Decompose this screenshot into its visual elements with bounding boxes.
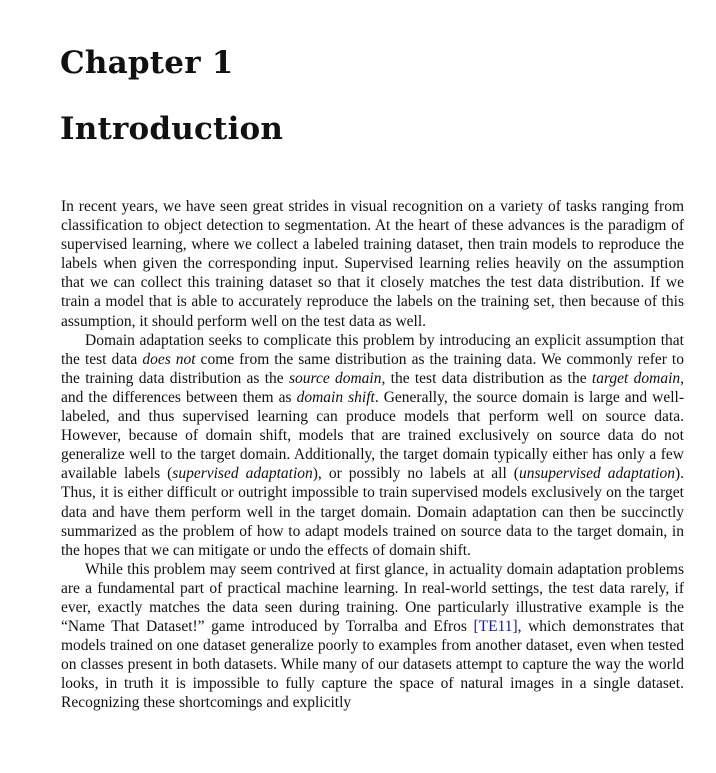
emphasized-term: domain shift	[296, 388, 375, 406]
paragraph-2	[61, 331, 684, 560]
citation-link[interactable]: [TE11]	[473, 618, 518, 636]
body-text	[61, 197, 684, 713]
text-segment: While this problem may seem contrived at first glance, in actuality domain adaptation problems are a fundamental part of practical machine learning. In real-world settings, the test data rarely, if ever, exactly matches the data seen during training. One particularly illustrative example is the “Name That Dataset!” game introduced by Torralba and Efros	[61, 560, 684, 636]
emphasized-term: unsupervised adaptation	[518, 465, 675, 483]
text-segment: , which demonstrates that models trained on one dataset generalize poorly to examples from another dataset, even when tested on classes present in both datasets. While many of our datasets attempt to capture the way the world looks, in truth it is impossible to fully capture the space of natural images in a single dataset. Recognizing these shortcomings and explicitly	[61, 618, 684, 712]
text-segment: , the test data distribution as the	[381, 369, 592, 387]
emphasized-term: does not	[142, 350, 196, 368]
text-segment: Domain adaptation seeks to complicate this problem by introducing an explicit assumption that the test data	[61, 331, 684, 368]
text-segment: ). Thus, it is either difficult or outright impossible to train supervised models exclusively on the target data and have them perform well in the target domain. Domain adaptation can then be succinctly summarized as the problem of how to adapt models trained on source data to the target domain, in the hopes that we can mitigate or undo the effects of domain shift.	[61, 465, 684, 559]
paragraph-3	[61, 560, 684, 713]
emphasized-term: target domain	[591, 369, 681, 387]
chapter-label: Chapter 1	[60, 45, 234, 81]
emphasized-term: source domain	[288, 369, 382, 387]
chapter-title: Introduction	[60, 111, 284, 147]
text-segment: ), or possibly no labels at all (	[312, 465, 519, 483]
emphasized-term: supervised adaptation	[172, 465, 313, 483]
text-segment: come from the same distribution as the training data. We commonly refer to the training data distribution as the	[61, 350, 684, 387]
text-segment: , and the differences between them as	[61, 369, 685, 406]
paragraph-1	[61, 197, 684, 331]
text-segment: . Generally, the source domain is large and well-labeled, and thus supervised learning can produce models that perform well on source data. However, because of domain shift, models that are trained exclusively on source data do not generalize well to the target domain. Additionally, the target domain typically either has only a few available labels (	[61, 388, 685, 483]
text-segment: In recent years, we have seen great strides in visual recognition on a variety of tasks ranging from classification to object detection to segmentation. At the heart of these advances is the paradigm of supervised learning, where we collect a labeled training dataset, then train models to reproduce the labels when given the corresponding input. Supervised learning relies heavily on the assumption that we can collect this training dataset so that it closely matches the test data distribution. If we train a model that is able to accurately reproduce the labels on the training set, then because of this assumption, it should perform well on the test data as well.	[61, 198, 684, 330]
